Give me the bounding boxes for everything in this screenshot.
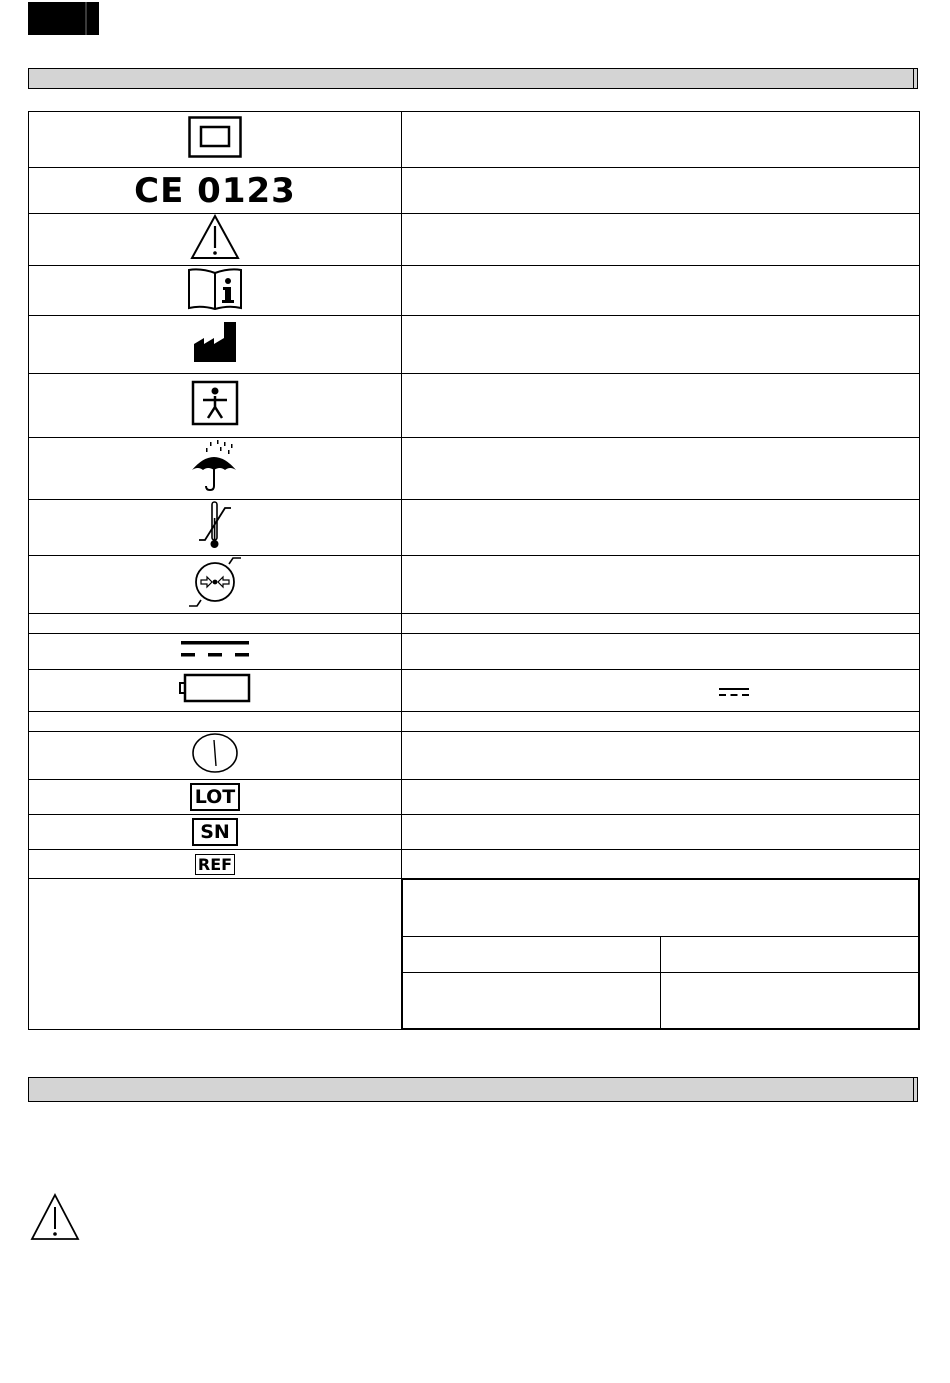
header-black-tab — [28, 2, 99, 35]
description-cell — [402, 780, 920, 815]
sub-table-row — [403, 973, 919, 1029]
table-row — [29, 214, 920, 266]
symbol-cell — [29, 266, 402, 316]
symbols-table — [28, 111, 920, 1030]
sub-table-row — [403, 937, 919, 973]
warning-triangle-icon — [190, 214, 240, 265]
description-cell — [402, 815, 920, 850]
symbol-cell — [29, 438, 402, 500]
symbol-cell — [29, 316, 402, 374]
type-bf-applied-part-icon — [191, 380, 239, 431]
description-cell — [402, 556, 920, 614]
description-cell-composite — [402, 879, 920, 1030]
keep-dry-umbrella-icon — [190, 440, 240, 497]
sub-table-cell — [403, 937, 661, 973]
description-cell — [402, 614, 920, 634]
warning-triangle-icon — [30, 1193, 80, 1246]
direct-current-icon — [719, 684, 749, 702]
table-row — [29, 316, 920, 374]
section-2-heading-bar — [28, 1077, 918, 1102]
direct-current-icon — [180, 639, 250, 664]
symbol-cell — [29, 850, 402, 879]
symbol-cell — [29, 500, 402, 556]
sub-table-row — [403, 880, 919, 937]
symbol-cell — [29, 168, 402, 214]
table-row — [29, 374, 920, 438]
catalogue-reference-label: REF — [195, 854, 235, 875]
symbol-cell — [29, 614, 402, 634]
description-cell — [402, 670, 920, 712]
table-row — [29, 712, 920, 732]
section-1-heading-bar — [28, 68, 918, 89]
manufacturer-factory-icon — [192, 320, 238, 369]
consult-instructions-icon — [187, 266, 243, 315]
table-row — [29, 438, 920, 500]
table-row — [29, 112, 920, 168]
table-row — [29, 850, 920, 879]
description-cell — [402, 438, 920, 500]
table-row — [29, 670, 920, 712]
section-bar-divider — [913, 1078, 914, 1101]
symbol-cell — [29, 634, 402, 670]
symbol-cell — [29, 670, 402, 712]
battery-icon — [179, 673, 251, 708]
table-row — [29, 500, 920, 556]
table-row — [29, 732, 920, 780]
symbol-cell — [29, 732, 402, 780]
sub-table-cell — [661, 937, 919, 973]
sub-table-header-cell — [403, 880, 919, 937]
description-cell — [402, 712, 920, 732]
symbol-cell — [29, 712, 402, 732]
description-cell — [402, 266, 920, 316]
sub-table — [402, 879, 919, 1029]
section-bar-divider — [913, 69, 914, 88]
class-ii-double-square-icon — [188, 116, 242, 163]
temperature-limit-icon — [195, 500, 235, 555]
atmospheric-pressure-limit-icon — [187, 556, 243, 613]
description-cell — [402, 316, 920, 374]
table-row — [29, 266, 920, 316]
symbol-cell — [29, 780, 402, 815]
symbol-cell — [29, 815, 402, 850]
table-row — [29, 780, 920, 815]
description-cell — [402, 214, 920, 266]
ce-marking: CE 0123 — [134, 170, 296, 211]
symbol-cell — [29, 374, 402, 438]
header-black-tab-notch — [85, 2, 87, 35]
description-cell — [402, 500, 920, 556]
description-cell — [402, 112, 920, 168]
description-cell — [402, 374, 920, 438]
symbol-cell — [29, 879, 402, 1030]
on-off-power-icon — [190, 732, 240, 779]
table-row — [29, 634, 920, 670]
symbol-cell — [29, 214, 402, 266]
table-row — [29, 879, 920, 1030]
sub-table-cell — [661, 973, 919, 1029]
symbol-cell — [29, 556, 402, 614]
sub-table-cell — [403, 973, 661, 1029]
description-cell — [402, 850, 920, 879]
symbol-cell — [29, 112, 402, 168]
description-cell — [402, 634, 920, 670]
lot-number-label: LOT — [190, 783, 241, 811]
description-cell — [402, 732, 920, 780]
description-cell — [402, 168, 920, 214]
table-row — [29, 614, 920, 634]
table-row — [29, 815, 920, 850]
table-row — [29, 556, 920, 614]
table-row — [29, 168, 920, 214]
serial-number-label: SN — [192, 818, 238, 846]
